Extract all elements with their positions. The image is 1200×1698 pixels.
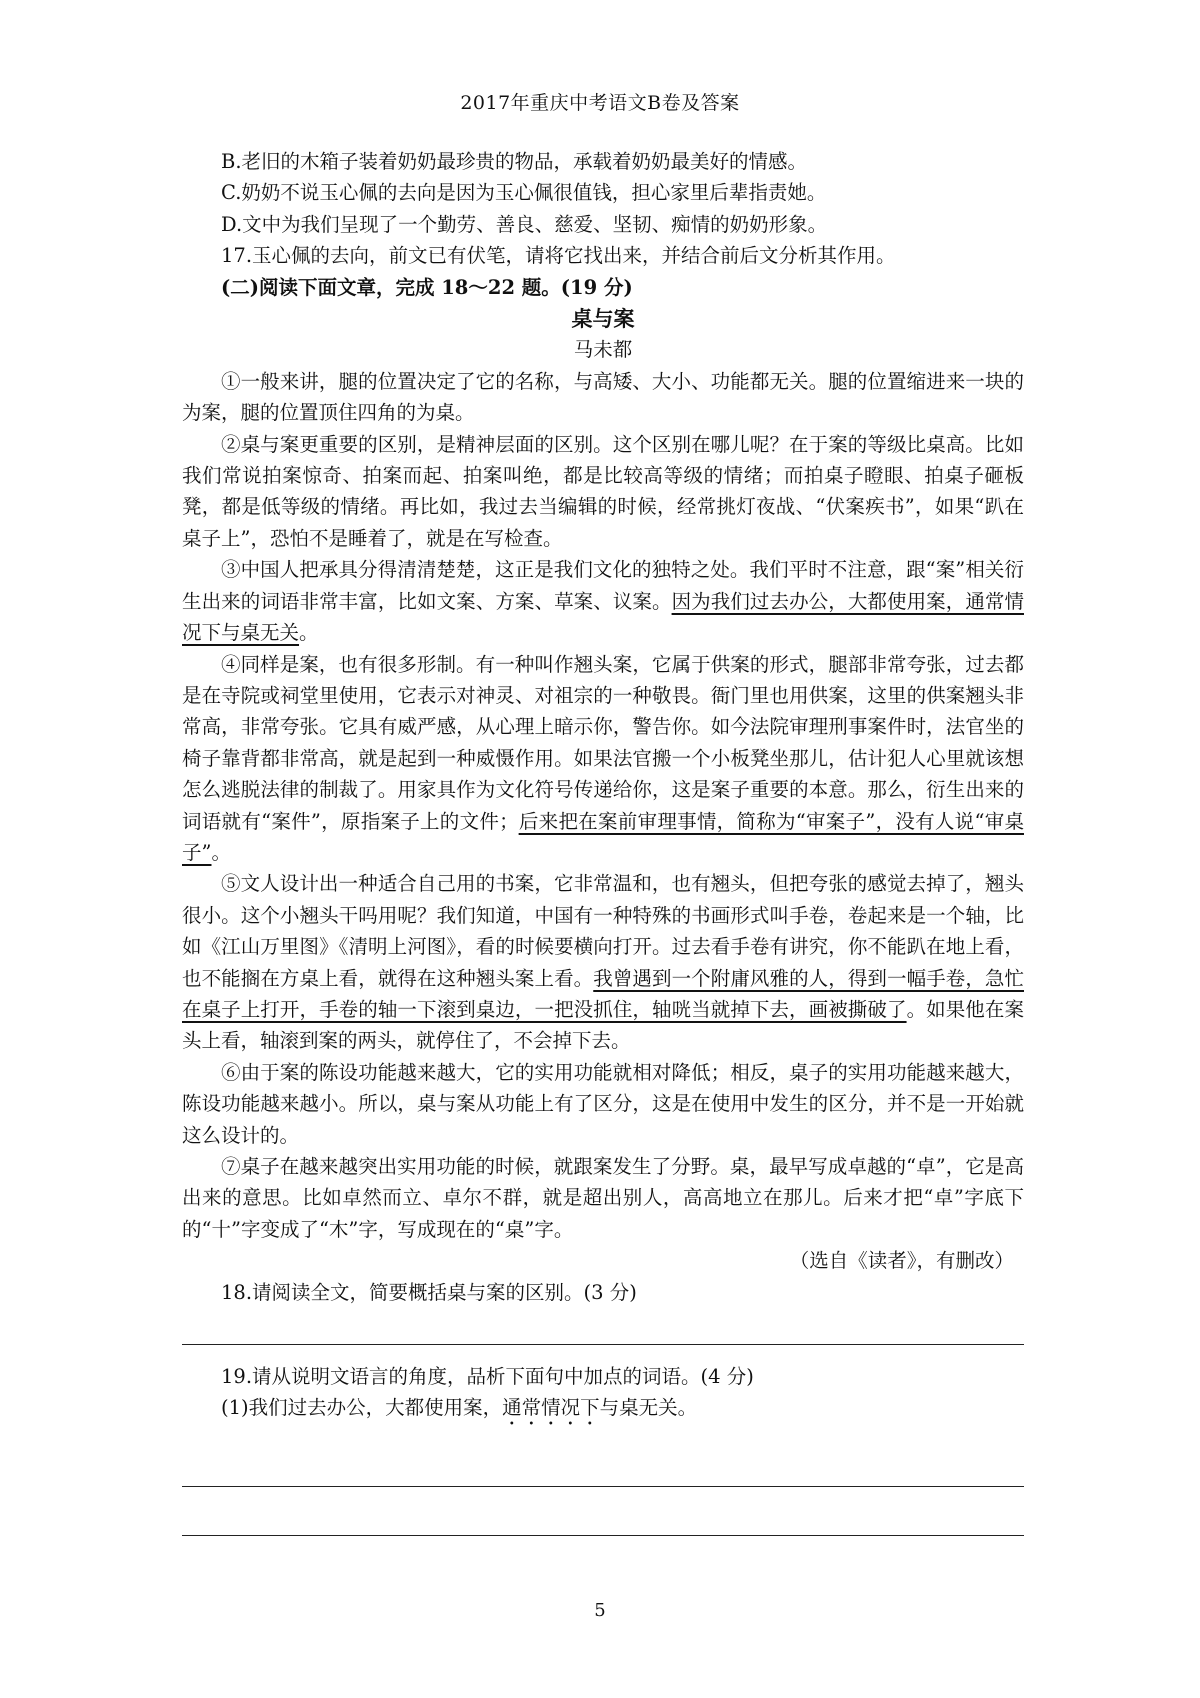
answer-line-19a[interactable] — [182, 1430, 1024, 1487]
article-author: 马未都 — [573, 338, 633, 362]
dotted-phrase: 通常情况下 — [502, 1396, 600, 1420]
article-title: 桌与案 — [571, 306, 635, 332]
question-19-1-suffix: 与桌无关。 — [599, 1396, 698, 1420]
page-header: 2017年重庆中考语文B卷及答案 — [460, 92, 740, 114]
answer-line-19b[interactable] — [182, 1487, 1024, 1536]
paragraph-7: ⑦桌子在越来越突出实用功能的时候，就跟案发生了分野。桌，最早写成卓越的“卓”，它是高出来的意思。比如卓然而立、卓尔不群，就是超出别人，高高地立在那儿。后来才把“卓”字底下的“十”字变成了“木”字，写成现在的“桌”字。 — [182, 1155, 1024, 1241]
paragraph-5-end: 。如果他在案头上看，轴滚到案的两头，就停住了，不会掉下去。 — [182, 997, 1024, 1053]
question-18: 18.请阅读全文，简要概括桌与案的区别。(3 分) — [221, 1280, 637, 1304]
paragraph-4-text: ④同样是案，也有很多形制。有一种叫作翘头案，它属于供案的形式，腿部非常夸张，过去都是在寺院或祠堂里使用，它表示对神灵、对祖宗的一种敬畏。衙门里也用供案，这里的供案翘头非常高，非常夸张。它具有威严感，从心理上暗示你，警告你。如今法院审理刑事案件时，法官坐的椅子靠背都非常高，就是起到一种威慑作用。如果法官搬一个小板凳坐那儿，估计犯人心里就该想怎么逃脱法律的制裁了。用家具作为文化符号传递给你，这是案子重要的本意。那么，衍生出来的词语就有“案件”，原指案子上的文件； — [182, 652, 1024, 833]
page-number: 5 — [594, 1600, 606, 1621]
page-content — [182, 146, 1024, 1536]
paragraph-5-text: ⑤文人设计出一种适合自己用的书案，它非常温和，也有翘头，但把夸张的感觉去掉了，翘头很小。这个小翘头干吗用呢？我们知道，中国有一种特殊的书画形式叫手卷，卷起来是一个轴，比如《江山万里图》《清明上河图》，看的时候要横向打开。过去看手卷有讲究，你不能趴在地上看，也不能搁在方桌上看，就得在这种翘头案上看。 — [182, 872, 1024, 990]
question-19-1 — [182, 1392, 1024, 1430]
underlined-sentence-1: 因为我们过去办公，大都使用案，通常情况下与桌无关 — [182, 589, 1024, 645]
underlined-sentence-2: 后来把在案前审理事情，简称为“审案子”，没有人说“审桌子” — [182, 809, 1024, 864]
question-19-1-prefix: (1)我们过去办公，大都使用案， — [221, 1396, 503, 1420]
article-source: （选自《读者》，有删改） — [789, 1249, 1014, 1273]
option-b: B.老旧的木箱子装着奶奶最珍贵的物品，承载着奶奶最美好的情感。 — [221, 150, 808, 173]
question-19: 19.请从说明文语言的角度，品析下面句中加点的词语。(4 分) — [221, 1365, 754, 1389]
option-d: D.文中为我们呈现了一个勤劳、善良、慈爱、坚韧、痴情的奶奶形象。 — [221, 212, 828, 236]
paragraph-6: ⑥由于案的陈设功能越来越大，它的实用功能就相对降低；相反，桌子的实用功能越来越大，陈设功能越来越小。所以，桌与案从功能上有了区分，这是在使用中发生的区分，并不是一开始就这么设计的。 — [182, 1060, 1024, 1147]
paragraph-2: ②桌与案更重要的区别，是精神层面的区别。这个区别在哪儿呢？在于案的等级比桌高。比如我们常说拍案惊奇、拍案而起、拍案叫绝，都是比较高等级的情绪；而拍桌子瞪眼、拍桌子砸板凳，都是低等级的情绪。再比如，我过去当编辑的时候，经常挑灯夜战、“伏案疾书”，如果“趴在桌子上”，恐怕不是睡着了，就是在写检查。 — [182, 432, 1024, 550]
paragraph-3-text: ③中国人把承具分得清清楚楚，这正是我们文化的独特之处。我们平时不注意，跟“案”相关衍生出来的词语非常丰富，比如文案、方案、草案、议案。 — [182, 558, 1024, 613]
paragraph-3-end: 。 — [299, 621, 319, 645]
paragraph-1: ①一般来讲，腿的位置决定了它的名称，与高矮、大小、功能都无关。腿的位置缩进来一块的为案，腿的位置顶住四角的为桌。 — [182, 369, 1024, 425]
paragraph-4 — [182, 649, 1024, 869]
paragraph-3 — [182, 554, 1024, 648]
paragraph-4-end: 。 — [211, 840, 231, 864]
section-heading: (二)阅读下面文章，完成 18～22 题。(19 分) — [221, 275, 633, 299]
option-c: C.奶奶不说玉心佩的去向是因为玉心佩很值钱，担心家里后辈指责她。 — [221, 181, 827, 205]
answer-line-18[interactable] — [182, 1308, 1024, 1345]
question-17: 17.玉心佩的去向，前文已有伏笔，请将它找出来，并结合前后文分析其作用。 — [221, 244, 896, 268]
paragraph-5 — [182, 868, 1024, 1056]
underlined-sentence-3: 我曾遇到一个附庸风雅的人，得到一幅手卷，急忙在桌子上打开，手卷的轴一下滚到桌边，一把没抓住，轴咣当就掉下去，画被撕破了 — [182, 966, 1024, 1021]
